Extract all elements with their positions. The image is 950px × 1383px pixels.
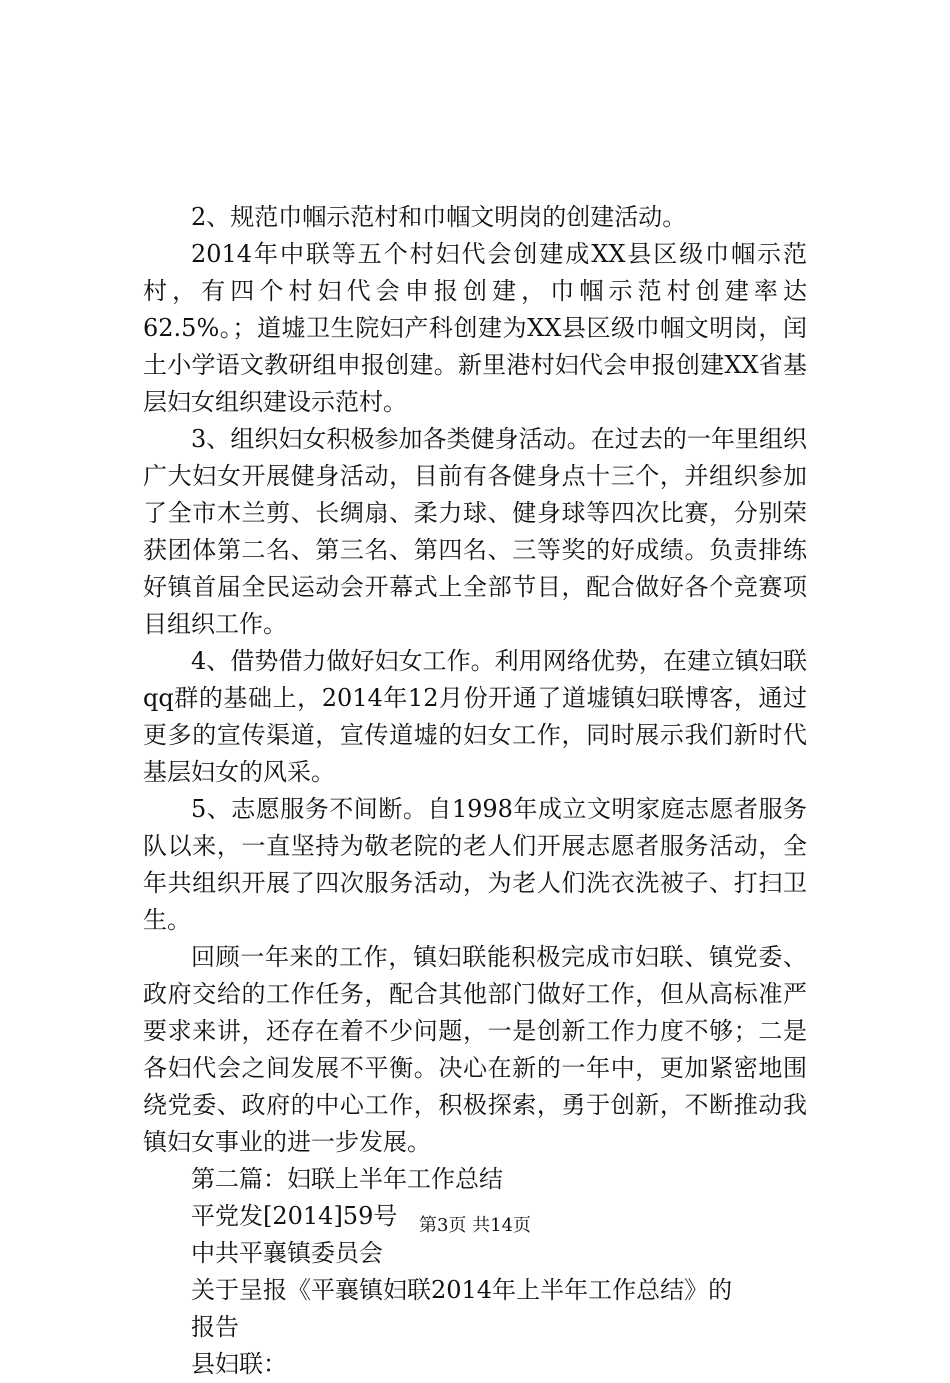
document-body	[143, 199, 807, 1383]
section-item-3: 3、组织妇女积极参加各类健身活动。在过去的一年里组织广大妇女开展健身活动，目前有各健身点十三个，并组织参加了全市木兰剪、长绸扇、柔力球、健身球等四次比赛，分别荣获团体第二名、第三名、第四名、三等奖的好成绩。负责排练好镇首届全民运动会开幕式上全部节目，配合做好各个竞赛项目组织工作。	[143, 425, 807, 638]
paragraph-review: 回顾一年来的工作，镇妇联能积极完成市妇联、镇党委、政府交给的工作任务，配合其他部门做好工作，但从高标准严要求来讲，还存在着不少问题，一是创新工作力度不够；二是各妇代会之间发展不平衡。决心在新的一年中，更加紧密地围绕党委、政府的中心工作，积极探索，勇于创新，不断推动我镇妇女事业的进一步发展。	[143, 943, 807, 1156]
page-total: 共14页	[472, 1215, 532, 1236]
page-number: 第3页	[418, 1215, 467, 1236]
section-item-5: 5、志愿服务不间断。自1998年成立文明家庭志愿者服务队以来，一直坚持为敬老院的老人们开展志愿者服务活动，全年共组织开展了四次服务活动，为老人们洗衣洗被子、打扫卫生。	[143, 795, 807, 934]
page-footer	[0, 1214, 950, 1238]
chapter-heading: 第二篇：妇联上半年工作总结	[191, 1165, 503, 1193]
report-title-line-1: 关于呈报《平襄镇妇联2014年上半年工作总结》的	[191, 1276, 733, 1304]
report-title-line-2: 报告	[191, 1313, 239, 1341]
section-item-2: 2、规范巾帼示范村和巾帼文明岗的创建活动。	[191, 203, 687, 231]
issuing-organization: 中共平襄镇委员会	[191, 1239, 383, 1267]
section-item-4: 4、借势借力做好妇女工作。利用网络优势，在建立镇妇联qq群的基础上，2014年12月份开通了道墟镇妇联博客，通过更多的宣传渠道，宣传道墟的妇女工作，同时展示我们新时代基层妇女的风采。	[143, 647, 807, 786]
paragraph-model-village: 2014年中联等五个村妇代会创建成XX县区级巾帼示范村，有四个村妇代会申报创建，巾帼示范村创建率达62.5%。；道墟卫生院妇产科创建为XX县区级巾帼文明岗，闰土小学语文教研组申报创建。新里港村妇代会申报创建XX省基层妇女组织建设示范村。	[143, 240, 807, 416]
addressee: 县妇联：	[191, 1350, 287, 1378]
document-number: 平党发[2014]59号	[191, 1202, 398, 1230]
